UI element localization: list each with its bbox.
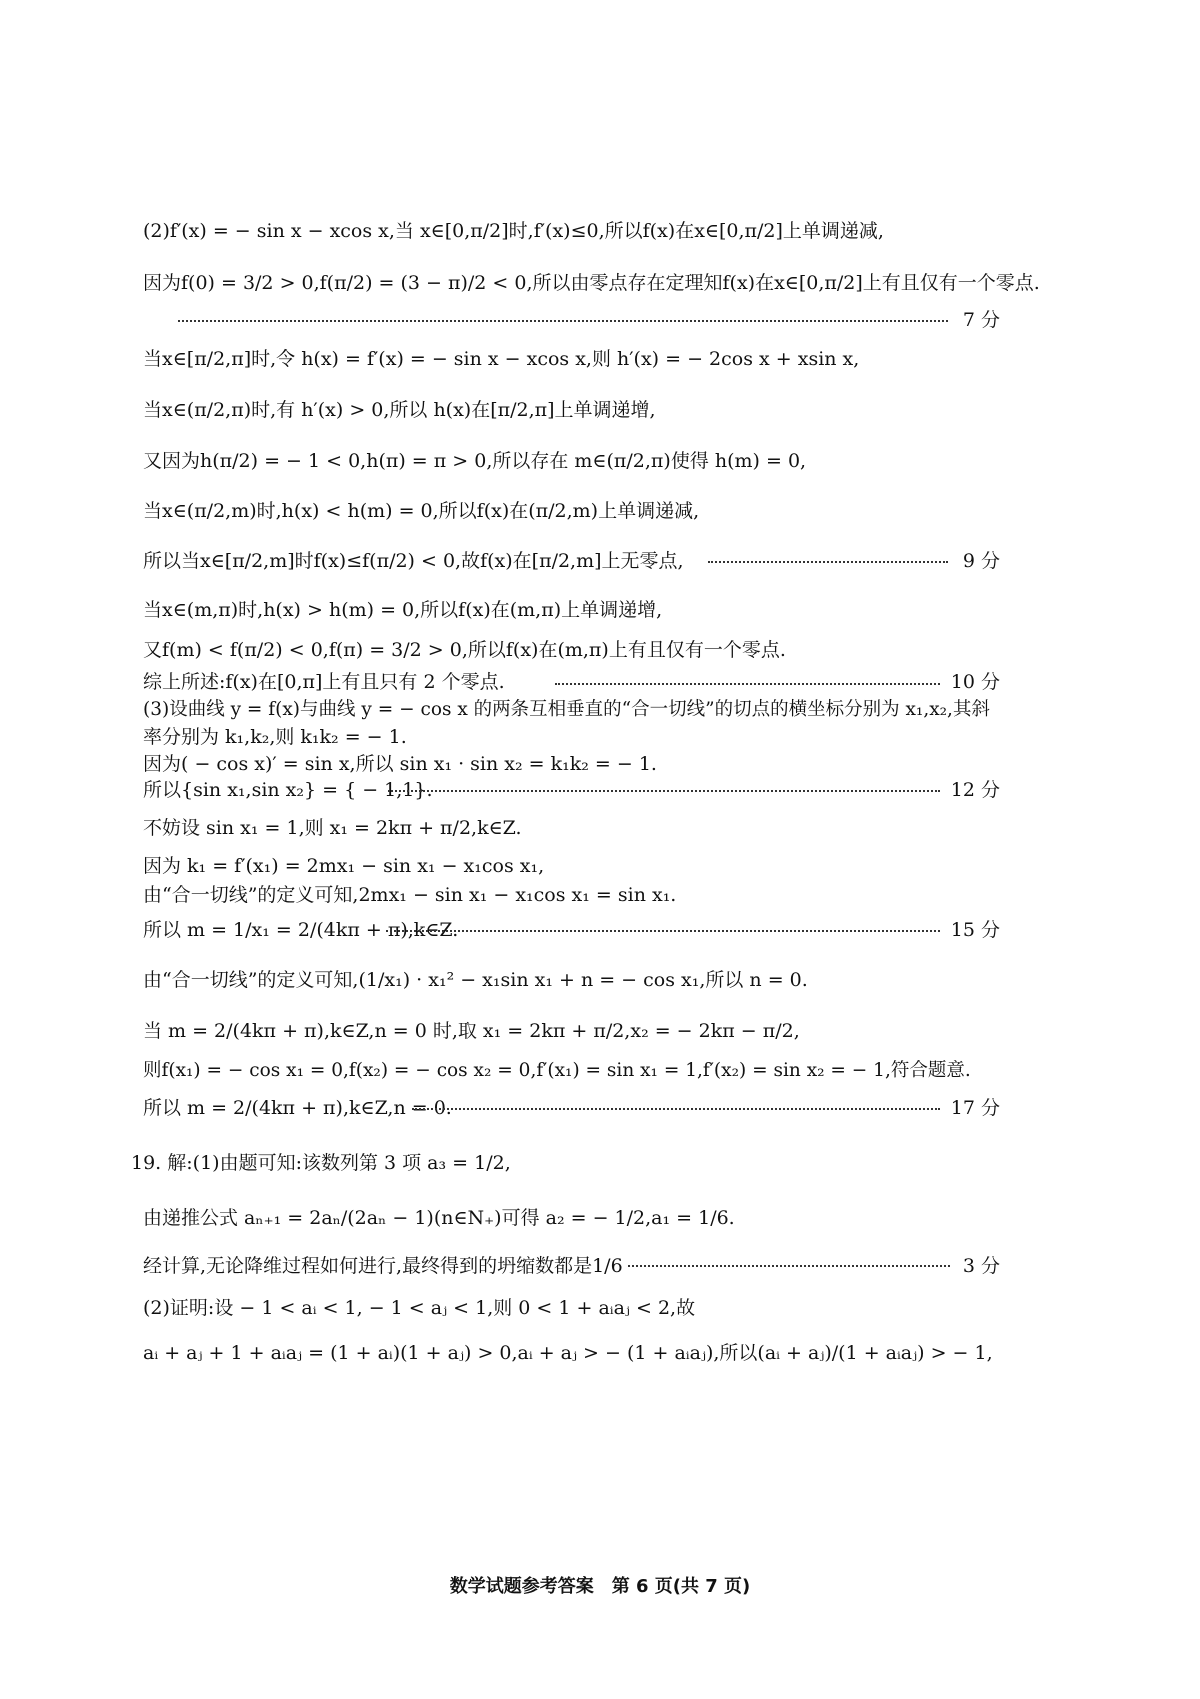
solution-line-4: 当x∈(π/2,π)时,有 h′(x) > 0,所以 h(x)在[π/2,π]上单调递增,: [143, 399, 656, 421]
solution-line-21: 则f(x₁) = − cos x₁ = 0,f(x₂) = − cos x₂ = 0,f′(x₁) = sin x₁ = 1,f′(x₂) = sin x₂ = − 1,符合题意.: [143, 1060, 971, 1081]
solution-line-18: 所以 m = 1/x₁ = 2/(4kπ + π),k∈Z.: [143, 919, 459, 941]
dot-leader: [708, 561, 948, 563]
score-mark: 3 分: [962, 1255, 1000, 1277]
page-footer: 数学试题参考答案 第 6 页(共 7 页): [449, 1576, 751, 1597]
solution-line-10: 综上所述:f(x)在[0,π]上有且只有 2 个零点.: [143, 671, 505, 693]
score-mark: 10 分: [950, 671, 1000, 693]
solution-line-3: 当x∈[π/2,π]时,令 h(x) = f′(x) = − sin x − xcos x,则 h′(x) = − 2cos x + xsin x,: [143, 348, 860, 370]
q19-line-5: aᵢ + aⱼ + 1 + aᵢaⱼ = (1 + aᵢ)(1 + aⱼ) > 0,aᵢ + aⱼ > − (1 + aᵢaⱼ),所以(aᵢ + aⱼ)/(1 + aᵢaⱼ) > − 1,: [143, 1342, 993, 1364]
solution-line-7: 所以当x∈[π/2,m]时f(x)≤f(π/2) < 0,故f(x)在[π/2,m]上无零点,: [143, 550, 684, 572]
score-mark: 9 分: [962, 550, 1000, 572]
solution-line-5: 又因为h(π/2) = − 1 < 0,h(π) = π > 0,所以存在 m∈(π/2,π)使得 h(m) = 0,: [143, 450, 807, 472]
q19-line-3: 经计算,无论降维过程如何进行,最终得到的坍缩数都是1/6: [143, 1255, 623, 1277]
solution-line-22: 所以 m = 2/(4kπ + π),k∈Z,n = 0.: [143, 1097, 452, 1119]
solution-line-17: 由“合一切线”的定义可知,2mx₁ − sin x₁ − x₁cos x₁ = sin x₁.: [143, 884, 677, 906]
dot-leader: [412, 1108, 940, 1110]
solution-line-15: 不妨设 sin x₁ = 1,则 x₁ = 2kπ + π/2,k∈Z.: [143, 817, 522, 839]
solution-line-14: 所以{sin x₁,sin x₂} = { − 1,1}.: [143, 779, 433, 801]
solution-line-1: (2)f′(x) = − sin x − xcos x,当 x∈[0,π/2]时,f′(x)≤0,所以f(x)在x∈[0,π/2]上单调递减,: [143, 220, 884, 242]
solution-line-12: 率分别为 k₁,k₂,则 k₁k₂ = − 1.: [143, 726, 407, 748]
dot-leader: [555, 683, 940, 685]
q19-line-4: (2)证明:设 − 1 < aᵢ < 1, − 1 < aⱼ < 1,则 0 < 1 + aᵢaⱼ < 2,故: [143, 1297, 696, 1319]
solution-line-20: 当 m = 2/(4kπ + π),k∈Z,n = 0 时,取 x₁ = 2kπ + π/2,x₂ = − 2kπ − π/2,: [143, 1020, 800, 1042]
score-mark: 7 分: [962, 309, 1000, 331]
solution-line-9: 又f(m) < f(π/2) < 0,f(π) = 3/2 > 0,所以f(x)在(m,π)上有且仅有一个零点.: [143, 639, 786, 661]
dot-leader: [178, 320, 948, 322]
dot-leader: [388, 790, 940, 792]
solution-line-11: (3)设曲线 y = f(x)与曲线 y = − cos x 的两条互相垂直的“合一切线”的切点的横坐标分别为 x₁,x₂,其斜: [143, 699, 990, 720]
solution-line-19: 由“合一切线”的定义可知,(1/x₁) · x₁² − x₁sin x₁ + n = − cos x₁,所以 n = 0.: [143, 969, 808, 991]
solution-line-6: 当x∈(π/2,m)时,h(x) < h(m) = 0,所以f(x)在(π/2,m)上单调递减,: [143, 500, 700, 522]
dot-leader: [386, 930, 940, 932]
solution-line-2: 因为f(0) = 3/2 > 0,f(π/2) = (3 − π)/2 < 0,所以由零点存在定理知f(x)在x∈[0,π/2]上有且仅有一个零点.: [143, 272, 1040, 294]
dot-leader: [628, 1265, 950, 1267]
score-mark: 17 分: [950, 1097, 1000, 1119]
score-mark: 12 分: [950, 779, 1000, 801]
solution-line-8: 当x∈(m,π)时,h(x) > h(m) = 0,所以f(x)在(m,π)上单调递增,: [143, 599, 663, 621]
q19-line-2: 由递推公式 aₙ₊₁ = 2aₙ/(2aₙ − 1)(n∈N₊)可得 a₂ = − 1/2,a₁ = 1/6.: [143, 1207, 735, 1229]
score-mark: 15 分: [950, 919, 1000, 941]
solution-line-16: 因为 k₁ = f′(x₁) = 2mx₁ − sin x₁ − x₁cos x₁,: [143, 855, 545, 877]
solution-line-13: 因为( − cos x)′ = sin x,所以 sin x₁ · sin x₂ = k₁k₂ = − 1.: [143, 753, 657, 775]
q19-line-1: 19. 解:(1)由题可知:该数列第 3 项 a₃ = 1/2,: [131, 1152, 511, 1174]
